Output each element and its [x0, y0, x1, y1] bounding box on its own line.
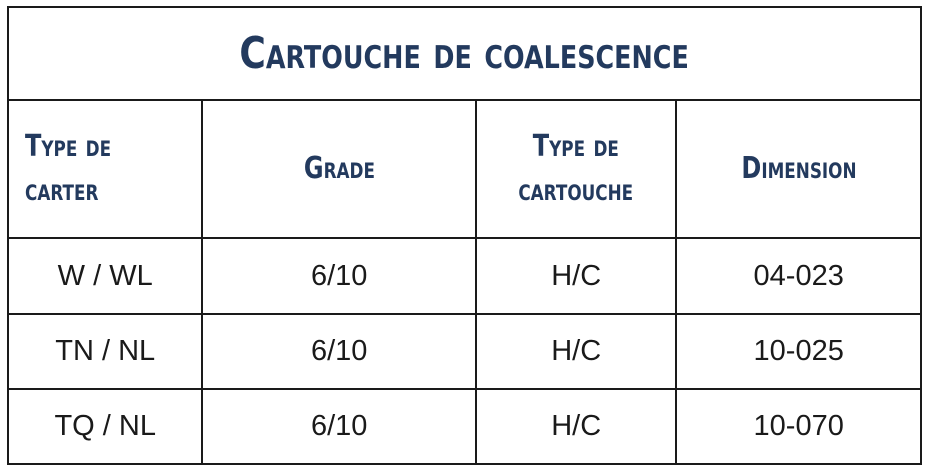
- header-row: [8, 100, 921, 238]
- spec-table: [7, 6, 922, 465]
- table-title: [8, 7, 921, 100]
- cell-type-cartouche: H/C: [476, 314, 676, 389]
- cell-type-carter: TN / NL: [8, 314, 202, 389]
- cell-type-cartouche: H/C: [476, 238, 676, 314]
- header-type-carter-line2: carter: [25, 173, 99, 208]
- table-row: [8, 238, 921, 314]
- header-grade: [202, 100, 476, 238]
- cell-type-carter: W / WL: [8, 238, 202, 314]
- table-row: [8, 314, 921, 389]
- header-type-cartouche-line2: cartouche: [518, 173, 634, 208]
- title-row: [8, 7, 921, 100]
- header-type-carter-line1: Type de: [25, 129, 112, 164]
- cell-grade: 6/10: [202, 238, 476, 314]
- cell-dimension: 10-025: [676, 314, 921, 389]
- cell-grade: 6/10: [202, 389, 476, 464]
- header-type-carter: [8, 100, 202, 238]
- cell-type-carter: TQ / NL: [8, 389, 202, 464]
- cell-type-cartouche: H/C: [476, 389, 676, 464]
- header-dimension: [676, 100, 921, 238]
- cell-grade: 6/10: [202, 314, 476, 389]
- cell-dimension: 04-023: [676, 238, 921, 314]
- table-row: [8, 389, 921, 464]
- header-grade-text: Grade: [303, 151, 375, 186]
- cell-dimension: 10-070: [676, 389, 921, 464]
- header-type-cartouche: [476, 100, 676, 238]
- table-title-text: Cartouche de coalescence: [239, 28, 690, 79]
- header-type-cartouche-line1: Type de: [533, 129, 620, 164]
- header-dimension-text: Dimension: [741, 151, 857, 186]
